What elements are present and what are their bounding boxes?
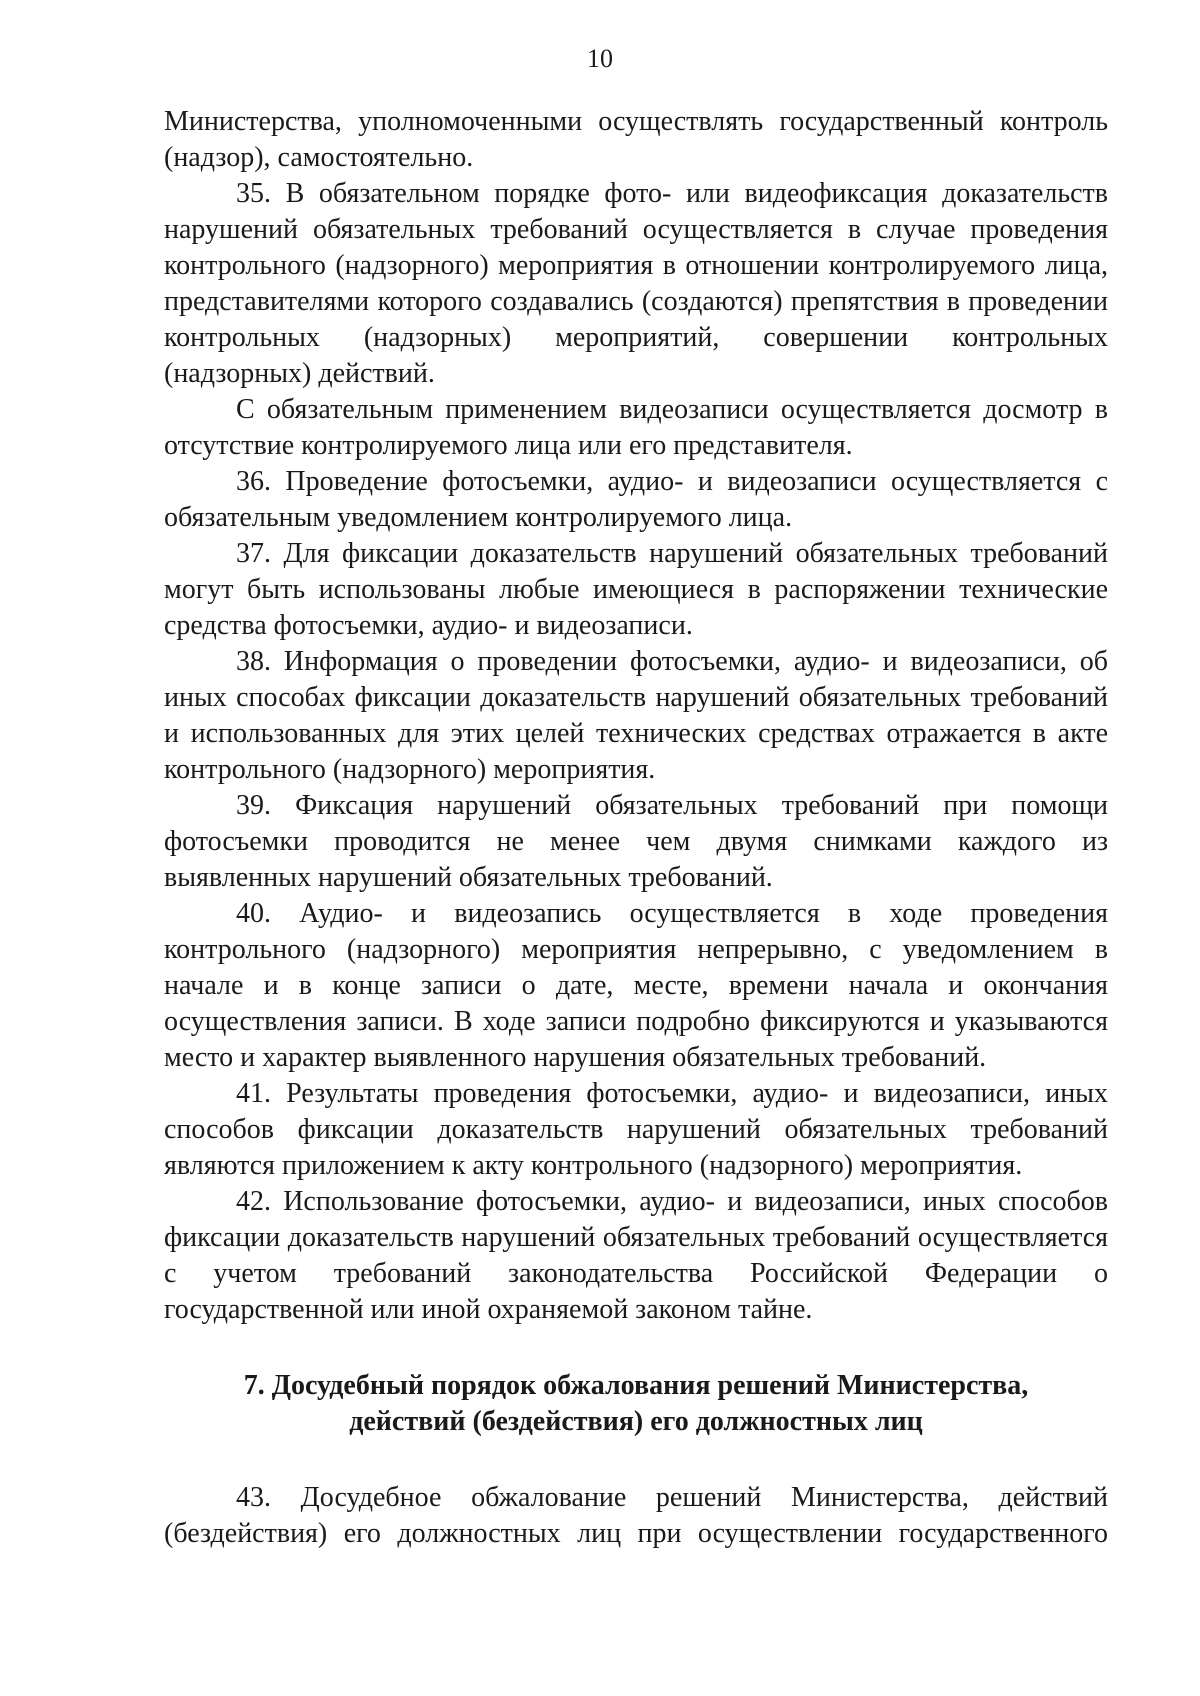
page-number: 10 [587, 44, 613, 73]
paragraph-continuation: Министерства, уполномоченными осуществлять государственный контроль (надзор), самостоятельно. [164, 106, 1108, 173]
paragraph-39: 39. Фиксация нарушений обязательных требований при помощи фотосъемки проводится не менее чем двумя снимками каждого из выявленных нарушений обязательных требований. [164, 790, 1108, 893]
paragraph-41: 41. Результаты проведения фотосъемки, аудио- и видеозаписи, иных способов фиксации доказательств нарушений обязательных требований являются приложением к акту контрольного (надзорного) мероприятия. [164, 1078, 1108, 1181]
paragraph-37: 37. Для фиксации доказательств нарушений обязательных требований могут быть использованы любые имеющиеся в распоряжении технические средства фотосъемки, аудио- и видеозаписи. [164, 538, 1108, 641]
paragraph-38: 38. Информация о проведении фотосъемки, аудио- и видеозаписи, об иных способах фиксации доказательств нарушений обязательных требований и использованных для этих целей технических средствах отражается в акте контрольного (надзорного) мероприятия. [164, 646, 1108, 785]
paragraph-40: 40. Аудио- и видеозапись осуществляется в ходе проведения контрольного (надзорного) мероприятия непрерывно, с уведомлением в начале и в конце записи о дате, месте, времени начала и окончания осуществления записи. В ходе записи подробно фиксируются и указываются место и характер выявленного нарушения обязательных требований. [164, 898, 1108, 1073]
paragraph-42: 42. Использование фотосъемки, аудио- и видеозаписи, иных способов фиксации доказательств нарушений обязательных требований осуществляется с учетом требований законодательства Российской Федерации о государственной или иной охраняемой законом тайне. [164, 1186, 1108, 1325]
section-heading [164, 1368, 1108, 1440]
section-heading-line-2: действий (бездействия) его должностных лиц [349, 1406, 923, 1437]
document-body [164, 104, 1108, 1552]
paragraph-35: 35. В обязательном порядке фото- или видеофиксация доказательств нарушений обязательных требований осуществляется в случае проведения контрольного (надзорного) мероприятия в отношении контролируемого лица, представителями которого создавались (создаются) препятствия в проведении контрольных (надзорных) мероприятий, совершении контрольных (надзорных) действий. [164, 178, 1108, 389]
paragraph-36: 36. Проведение фотосъемки, аудио- и видеозаписи осуществляется с обязательным уведомлением контролируемого лица. [164, 466, 1108, 533]
section-heading-line-1: 7. Досудебный порядок обжалования решений Министерства, [243, 1370, 1029, 1401]
paragraph-35-video: С обязательным применением видеозаписи осуществляется досмотр в отсутствие контролируемого лица или его представителя. [164, 394, 1108, 461]
paragraph-43: 43. Досудебное обжалование решений Министерства, действий (бездействия) его должностных лиц при осуществлении государственного [164, 1482, 1108, 1549]
